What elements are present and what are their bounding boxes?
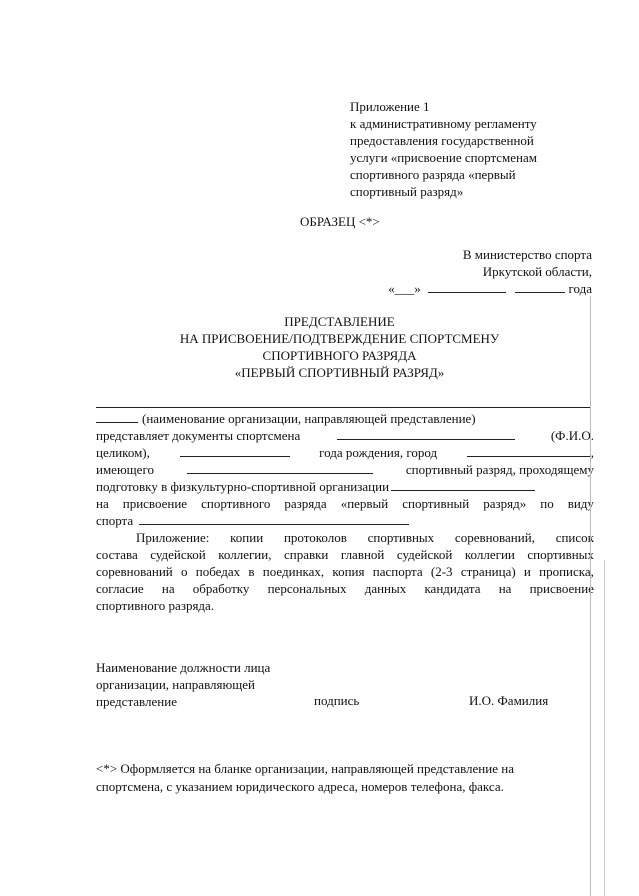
signature-label: подпись	[314, 693, 360, 708]
attach-word: соревнований,	[454, 530, 535, 545]
document-title	[0, 313, 639, 381]
body-text-span: целиком),	[96, 445, 150, 460]
organization-name-line	[96, 407, 590, 408]
attach-word: в	[248, 564, 255, 579]
attach-word: и	[523, 564, 531, 579]
body-word: «первый	[340, 496, 389, 511]
attach-word: спортивных	[527, 547, 594, 562]
footnote	[96, 760, 566, 796]
date-day: «___»	[388, 281, 421, 296]
attach-text: спортивного разряда.	[96, 598, 215, 613]
body-word: спортивного	[201, 496, 271, 511]
position-line: организации, направляющей	[96, 677, 255, 692]
date-year-blank	[515, 280, 565, 293]
attach-word: спортивных	[367, 530, 435, 545]
org-hint-line	[96, 410, 594, 427]
body-text-span: (Ф.И.О.	[550, 428, 594, 443]
sport-type-blank	[139, 512, 409, 525]
body-text-span: спортивный разряд, проходящему	[405, 462, 594, 477]
appendix-line: услуги «присвоение спортсменам	[350, 150, 538, 165]
attach-word: о	[181, 564, 188, 579]
body-word: разряд»	[483, 496, 527, 511]
appendix-line: спортивный разряд»	[350, 184, 464, 199]
signature-block	[96, 659, 270, 710]
attach-word: присвоение	[529, 581, 594, 596]
attach-word: список	[555, 530, 594, 545]
body-word: разряда	[284, 496, 327, 511]
attach-word: судейской	[150, 547, 206, 562]
position-line: представление	[96, 694, 177, 709]
attach-word: главной	[340, 547, 385, 562]
attach-line	[96, 529, 594, 546]
org-hint: (наименование организации, направляющей представление)	[142, 411, 476, 426]
title-line: СПОРТИВНОГО РАЗРЯДА	[262, 348, 417, 363]
body-word: присвоение	[122, 496, 188, 511]
attach-word: обработку	[192, 581, 250, 596]
title-line: ПРЕДСТАВЛЕНИЕ	[284, 314, 395, 329]
rank-blank	[187, 461, 373, 474]
attach-word: на	[161, 581, 175, 596]
appendix-line: предоставления государственной	[350, 133, 534, 148]
recipient-line-1: В министерство спорта	[462, 247, 592, 262]
attach-word: копии	[230, 530, 264, 545]
attach-word: паспорта	[372, 564, 423, 579]
body-word: на	[96, 496, 109, 511]
attach-word: страница)	[460, 564, 516, 579]
name-label: И.О. Фамилия	[469, 693, 549, 708]
body-word: спортивный	[402, 496, 470, 511]
title-line: НА ПРИСВОЕНИЕ/ПОДТВЕРЖДЕНИЕ СПОРТСМЕНУ	[179, 331, 500, 346]
scan-margin-line	[590, 296, 591, 896]
body-text-span: года рождения, город	[319, 445, 438, 460]
body-text-span: имеющего	[96, 462, 154, 477]
body-line-3	[96, 444, 594, 461]
sports-organization-blank	[391, 478, 535, 491]
body-text	[96, 410, 594, 614]
body-line-2	[96, 427, 594, 444]
body-line-5	[96, 478, 594, 495]
sample-heading: ОБРАЗЕЦ <*>	[300, 214, 380, 229]
attach-word: согласие	[96, 581, 144, 596]
attach-word: данных	[364, 581, 407, 596]
attach-line	[96, 563, 594, 580]
body-word: виду	[567, 496, 594, 511]
attach-word: судейской	[396, 547, 453, 562]
position-line: Наименование должности лица	[96, 660, 271, 675]
attach-word: кандидата	[424, 581, 481, 596]
appendix-line: к административному регламенту	[350, 116, 537, 131]
attach-word: победах	[195, 564, 241, 579]
footnote-line: <*> Оформляется на бланке организации, направляющей представление на	[96, 761, 514, 776]
date-month-blank	[428, 280, 506, 293]
body-line-7	[96, 512, 594, 529]
attach-word: Приложение:	[136, 530, 210, 545]
attach-word: коллегии,	[218, 547, 272, 562]
footnote-line: спортсмена, с указанием юридического адреса, номеров телефона, факса.	[96, 779, 504, 794]
body-line-6	[96, 495, 594, 512]
body-text-span: подготовку в физкультурно-спортивной организации	[96, 479, 390, 494]
athlete-name-blank	[337, 427, 515, 440]
attach-word: протоколов	[283, 530, 347, 545]
body-word: по	[540, 496, 554, 511]
attach-word: персональных	[267, 581, 347, 596]
recipient-line-2: Иркутской области,	[482, 264, 592, 279]
attach-line	[96, 546, 594, 563]
attach-word: копия	[332, 564, 365, 579]
attach-word: состава	[96, 547, 138, 562]
body-text-span: спорта	[96, 513, 134, 528]
birth-year-blank	[180, 444, 290, 457]
attach-line-last	[96, 597, 594, 614]
attach-word: на	[498, 581, 512, 596]
attach-word: поединках,	[262, 564, 325, 579]
title-line: «ПЕРВЫЙ СПОРТИВНЫЙ РАЗРЯД»	[234, 365, 445, 380]
appendix-block	[350, 98, 580, 200]
attach-word: (2-3	[430, 564, 453, 579]
body-line-4	[96, 461, 594, 478]
attach-word: прописка,	[539, 564, 594, 579]
body-text-span: представляет документы спортсмена	[96, 428, 301, 443]
appendix-line: спортивного разряда «первый	[350, 167, 516, 182]
date-suffix: года	[568, 281, 592, 296]
date-line	[388, 280, 592, 297]
recipient-block	[388, 246, 592, 297]
body-text-span: ,	[590, 445, 594, 460]
scan-margin-line	[604, 560, 605, 896]
attach-word: справки	[283, 547, 329, 562]
org-blank	[96, 410, 138, 423]
appendix-line: Приложение 1	[350, 99, 430, 114]
attach-word: соревнований	[96, 564, 173, 579]
city-blank	[467, 444, 591, 457]
city-group	[467, 444, 594, 461]
attachment-paragraph	[96, 529, 594, 614]
attach-line	[96, 580, 594, 597]
attach-word: коллегии	[464, 547, 515, 562]
